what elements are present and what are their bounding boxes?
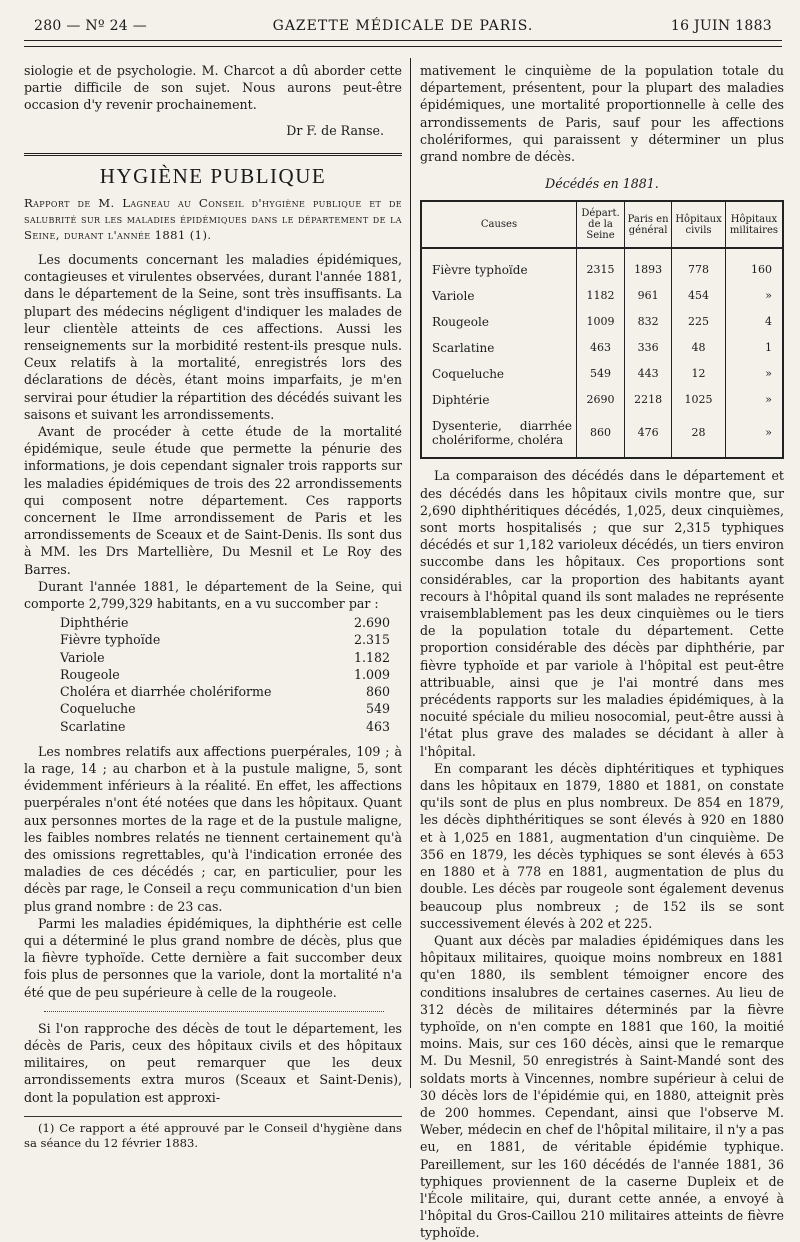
table-row: Rougeole 1009 832 225 4	[421, 309, 783, 335]
list-item: Choléra et diarrhée cholériforme 860	[60, 684, 390, 700]
list-item: Diphthérie 2.690	[60, 615, 390, 631]
table-row: Fièvre typhoïde 2315 1893 778 160	[421, 248, 783, 283]
list-item: Coqueluche 549	[60, 701, 390, 717]
table-header: Paris en général	[625, 201, 672, 248]
dotted-separator	[44, 1011, 384, 1012]
table-header: Hôpitaux civils	[672, 201, 726, 248]
continued-paragraph: mativement le cinquième de la population totale du département, présentent, pour la plupart des maladies épidémiques, une mortalité proportionnelle à celle des arrondissements de Paris, sauf pour les affections cholériformes, qui paraissent y déterminer un plus grand nombre de décès.	[420, 63, 784, 165]
table-row: Variole 1182 961 454 »	[421, 283, 783, 309]
paragraph-5: Parmi les maladies épidémiques, la diphthérie est celle qui a déterminé le plus grand nombre de décès, plus que la fièvre typhoïde. Cette dernière a fait succomber deux fois plus de personnes que la variole, dont la mortalité n'a été que de peu supérieure à celle de la rougeole.	[24, 915, 402, 1000]
report-title: Rapport de M. Lagneau au Conseil d'hygiène publique et de salubrité sur les maladies épidémiques dans le département de la Seine, durant l'année 1881 (1).	[24, 196, 402, 243]
column-divider	[410, 58, 411, 1088]
deaths-table	[420, 200, 784, 459]
list-item: Rougeole 1.009	[60, 666, 390, 682]
right-column	[420, 62, 784, 1242]
page-header	[24, 10, 782, 36]
section-rule	[24, 153, 402, 156]
list-item: Scarlatine 463	[60, 718, 390, 734]
header-rule	[24, 40, 782, 41]
page-number: 280 — Nº 24 —	[34, 18, 148, 34]
table-row: Dysenterie, diarrhée cholériforme, choléra 860 476 28 »	[421, 413, 783, 458]
paragraph-6: Si l'on rapproche des décès de tout le département, les décès de Paris, ceux des hôpitaux civils et des hôpitaux militaires, on peut remarquer que les deux arrondissements extra muros (Sceaux et Saint-Denis), dont la population est approxi-	[24, 1020, 402, 1105]
paragraph-3: Durant l'année 1881, le département de la Seine, qui comporte 2,799,329 habitants, en a vu succomber par :	[24, 578, 402, 612]
issue-date: 16 JUIN 1883	[670, 18, 772, 34]
footnote: (1) Ce rapport a été approuvé par le Conseil d'hygiène dans sa séance du 12 février 1883.	[24, 1120, 402, 1150]
paragraph-1: La comparaison des décédés dans le département et des décédés dans les hôpitaux civils montre que, sur 2,690 diphthéritiques décédés, 1,025, deux cinquièmes, sont morts hospitalisés ; que sur 2,315 typhiques décédés et sur 1,182 varioleux décédés, un tiers environ succombe dans les hôpitaux. Ces proportions sont considérables, car la proportion des habitants ayant recours à l'hôpital quand ils sont malades ne représente vraisemblablement pas les deux cinquièmes ou le tiers de la population totale du département. Cette proportion considérable des décès par diphthérie, par fièvre typhoïde et par variole à l'hôpital est peut-être attribuable, ainsi que je l'ai montré dans mes précédents rapports sur les maladies épidémiques, à la nocuité spéciale du milieu nosocomial, peut-être aussi à l'état plus grave des malades se décidant à aller à l'hôpital.	[420, 468, 784, 759]
signature: Dr F. de Ranse.	[286, 122, 384, 138]
table-title: Décédés en 1881.	[545, 176, 659, 192]
table-header: Départ. de la Seine	[577, 201, 625, 248]
table-header: Causes	[421, 201, 577, 248]
list-item: Fièvre typhoïde 2.315	[60, 632, 390, 648]
mortality-list	[60, 614, 402, 734]
section-title: HYGIÈNE PUBLIQUE	[99, 163, 327, 188]
header-rule-2	[24, 46, 782, 47]
list-item: Variole 1.182	[60, 649, 390, 665]
footnote-rule	[24, 1116, 402, 1117]
journal-title: GAZETTE MÉDICALE DE PARIS.	[272, 18, 534, 34]
paragraph-1: Les documents concernant les maladies épidémiques, contagieuses et virulentes observées, durant l'année 1881, dans le département de la Seine, sont très insuffisants. La plupart des médecins négligent d'indiquer les malades de leur clientèle atteints de ces affections. Aussi les renseignements sur la morbidité restent-ils presque nuls. Ceux relatifs à la mortalité, enregistrés lors des déclarations de décès, étant moins imparfaits, je m'en servirai pour étudier la répartition des décédés suivant les saisons et suivant les arrondissements.	[24, 252, 402, 422]
intro-paragraph: siologie et de psychologie. M. Charcot a dû aborder cette partie difficile de son sujet. Nous aurons peut-être occasion d'y revenir prochainement.	[24, 63, 402, 113]
paragraph-2: En comparant les décès diphtéritiques et typhiques dans les hôpitaux en 1879, 1880 et 1881, on constate qu'ils sont de plus en plus nombreux. De 854 en 1879, les décès diphthéritiques se sont élevés à 920 en 1880 et à 1,025 en 1881, augmentation d'un cinquième. De 356 en 1879, les décès typhiques se sont élevés à 653 en 1880 et à 778 en 1881, augmentation de plus du double. Les décès par rougeole sont également devenus beaucoup plus nombreux ; de 152 ils se sont successivement élevés à 202 et 225.	[420, 760, 784, 931]
left-column	[24, 62, 402, 1151]
table-header: Hôpitaux militaires	[725, 201, 783, 248]
paragraph-3: Quant aux décès par maladies épidémiques dans les hôpitaux militaires, quoique moins nombreux en 1881 qu'en 1880, ils semblent témoigner encore des conditions insalubres de certaines casernes. Au lieu de 312 décès de militaires déterminés par la fièvre typhoïde, on n'en compte en 1881 que 160, la moitié moins. Mais, sur ces 160 décès, ainsi que le remarque M. Du Mesnil, 50 enregistrés à Saint-Mandé sont des soldats morts à Vincennes, nombre supérieur à celui de 30 décès lors de l'épidémie qui, en 1880, atteignit près de 200 hommes. Cependant, ainsi que l'observe M. Weber, médecin en chef de l'hôpital militaire, il n'y a pas eu, en 1881, de véritable épidémie typhique. Pareillement, sur les 160 décédés de l'année 1881, 36 typhiques proviennent de la caserne Dupleix et de l'École militaire, qui, durant cette année, a envoyé à l'hôpital du Gros-Caillou 210 militaires atteints de fièvre typhoïde.	[420, 932, 784, 1241]
paragraph-4: Les nombres relatifs aux affections puerpérales, 109 ; à la rage, 14 ; au charbon et à la pustule maligne, 5, sont évidemment inférieurs à la réalité. En effet, les affections puerpérales n'ont été notées que dans les hôpitaux. Quant aux personnes mortes de la rage et de la pustule maligne, les faibles nombres relatés ne tiennent certainement qu'à des omissions regrettables, qu'à l'indication erronée des maladies de ces décédés ; car, en particulier, pour les décès par rage, le Conseil a reçu communication d'un bien plus grand nombre : de 23 cas.	[24, 743, 402, 914]
table-row: Diphtérie 2690 2218 1025 »	[421, 387, 783, 413]
paragraph-2: Avant de procéder à cette étude de la mortalité épidémique, seule étude que permette la pénurie des informations, je dois cependant signaler trois rapports sur les maladies épidémiques de trois des 22 arrondissements qui composent notre département. Ces rapports concernent le IIme arrondissement de Paris et les arrondissements de Sceaux et de Saint-Denis. Ils sont dus à MM. les Drs Martellière, Du Mesnil et Le Roy des Barres.	[24, 424, 402, 577]
table-row: Coqueluche 549 443 12 »	[421, 361, 783, 387]
table-row: Scarlatine 463 336 48 1	[421, 335, 783, 361]
